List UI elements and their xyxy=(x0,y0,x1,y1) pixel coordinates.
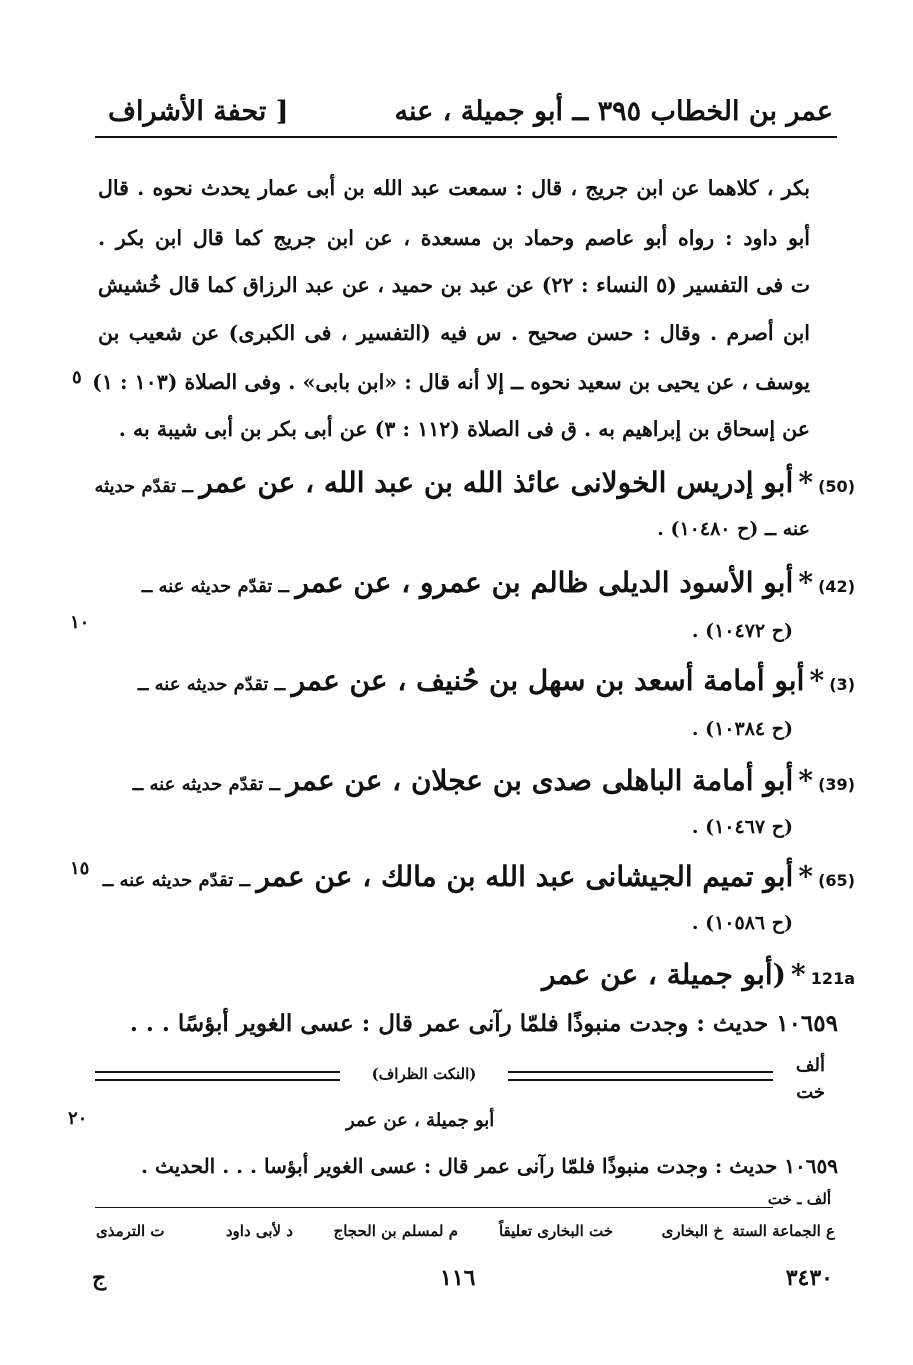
entry-tail: ــ تقدّم حديثه xyxy=(94,476,200,497)
section-heading xyxy=(95,958,855,991)
nukat-title: أبو جميلة ، عن عمر xyxy=(346,1110,495,1131)
entry-name: أبو أمامة أسعد بن سهل بن حُنيف ، عن عمر xyxy=(291,664,805,697)
footer-number-right: ٣٤٣٠ xyxy=(785,1265,833,1291)
entry-abu-umama-asad xyxy=(95,664,855,697)
nukat-label: (النكت الظراف) xyxy=(340,1065,508,1083)
entry-count: (39) xyxy=(818,775,855,794)
entry-reference: (ح ١٠٤٦٧) . xyxy=(691,816,793,838)
entry-tail: ــ تقدّم حديثه عنه ــ xyxy=(137,674,292,695)
entry-name: أبو تميم الجيشانى عبد الله بن مالك ، عن عمر xyxy=(256,860,794,893)
entry-star: * xyxy=(809,664,825,697)
key-bukhari-taliq: خت البخارى تعليقاً xyxy=(498,1222,613,1240)
paragraph-line: ت فى التفسير (٥ النساء : ٢٢) عن عبد بن حميد ، عن عبد الرزاق كما قال خُشيش xyxy=(98,273,811,297)
entry-count: (50) xyxy=(818,477,855,496)
entry-reference: عنه ــ (ح ١٠٤٨٠) . xyxy=(657,518,810,540)
entry-name: أبو أمامة الباهلى صدى بن عجلان ، عن عمر xyxy=(286,764,794,797)
key-bukhari: خ البخارى xyxy=(661,1222,723,1240)
nukat-sigla: ألف ـ خت xyxy=(767,1190,831,1208)
entry-abu-al-aswad xyxy=(95,566,855,599)
entry-reference: (ح ١٠٣٨٤) . xyxy=(691,718,793,740)
entry-abu-umama-bahili xyxy=(95,764,855,797)
entry-count: (3) xyxy=(829,675,855,694)
header-rule xyxy=(95,136,837,138)
running-head-left: [ تحفة الأشراف xyxy=(108,96,289,127)
entry-star: * xyxy=(798,860,814,893)
entry-star: * xyxy=(798,566,814,599)
entry-tail: ــ تقدّم حديثه عنه ــ xyxy=(132,774,287,795)
paragraph-line: عن إسحاق بن إبراهيم به . ق فى الصلاة (١١٢ : ٣) عن أبى بكر بن أبى شيبة به . xyxy=(118,417,810,441)
key-jamaa: ع الجماعة الستة xyxy=(732,1222,835,1240)
entry-count: (65) xyxy=(818,871,855,890)
line-number-20: ٢٠ xyxy=(68,1108,88,1129)
entry-star: * xyxy=(798,466,814,499)
entry-tail: ــ تقدّم حديثه عنه ــ xyxy=(141,576,296,597)
entry-star: * xyxy=(798,764,814,797)
paragraph-line: ابن أصرم . وقال : حسن صحيح . س فيه (التفسير ، فى الكبرى) عن شعيب بن xyxy=(98,321,810,345)
volume-letter: ج xyxy=(92,1265,107,1291)
sigla-line-1: ألف xyxy=(795,1055,825,1076)
paragraph-line: يوسف ، عن يحيى بن سعيد نحوه ــ إلا أنه قال : «ابن بابى» . وفى الصلاة (١٠٣ : ١) xyxy=(92,370,810,394)
entry-count: (42) xyxy=(818,577,855,596)
nukat-text: ١٠٦٥٩ حديث : وجدت منبوذًا فلمّا رآنى عمر قال : عسى الغوير أبؤسا . . . الحديث . xyxy=(141,1154,838,1178)
running-head-right: عمر بن الخطاب ٣٩٥ ــ أبو جميلة ، عنه xyxy=(394,96,833,127)
key-tirmidhi: ت الترمذى xyxy=(96,1222,165,1240)
page-number: ١١٦ xyxy=(440,1265,476,1291)
hadith-main: ١٠٦٥٩ حديث : وجدت منبوذًا فلمّا رآنى عمر قال : عسى الغوير أبؤسًا . . . xyxy=(129,1010,838,1037)
entry-reference: (ح ١٠٥٨٦) . xyxy=(691,912,793,934)
paragraph-line: بكر ، كلاهما عن ابن جريج ، قال : سمعت عبد الله بن أبى عمار يحدث نحوه . قال xyxy=(98,176,810,200)
entry-name: أبو الأسود الديلى ظالم بن عمرو ، عن عمر xyxy=(295,566,794,599)
sigla-line-2: خت xyxy=(796,1082,825,1103)
line-number-5: ٥ xyxy=(72,367,82,388)
nukat-rule xyxy=(95,1207,773,1208)
line-number-10: ١٠ xyxy=(70,612,90,633)
key-abu-dawud: د لأبى داود xyxy=(225,1222,293,1240)
entry-abu-idris xyxy=(95,466,855,499)
section-title: (أبو جميلة ، عن عمر xyxy=(542,958,786,991)
entry-reference: (ح ١٠٤٧٢) . xyxy=(691,620,793,642)
key-muslim: م لمسلم بن الحجاج xyxy=(333,1222,458,1240)
entry-name: أبو إدريس الخولانى عائذ الله بن عبد الله ، عن عمر xyxy=(199,466,794,499)
entry-abu-tamim xyxy=(95,860,855,893)
paragraph-line: أبو داود : رواه أبو عاصم وحماد بن مسعدة ، عن ابن جريج كما قال ابن بكر . xyxy=(98,226,810,250)
section-count: 121a xyxy=(810,969,855,988)
section-star: * xyxy=(791,958,806,991)
line-number-15: ١٥ xyxy=(70,858,90,879)
entry-tail: ــ تقدّم حديثه عنه ــ xyxy=(102,870,257,891)
